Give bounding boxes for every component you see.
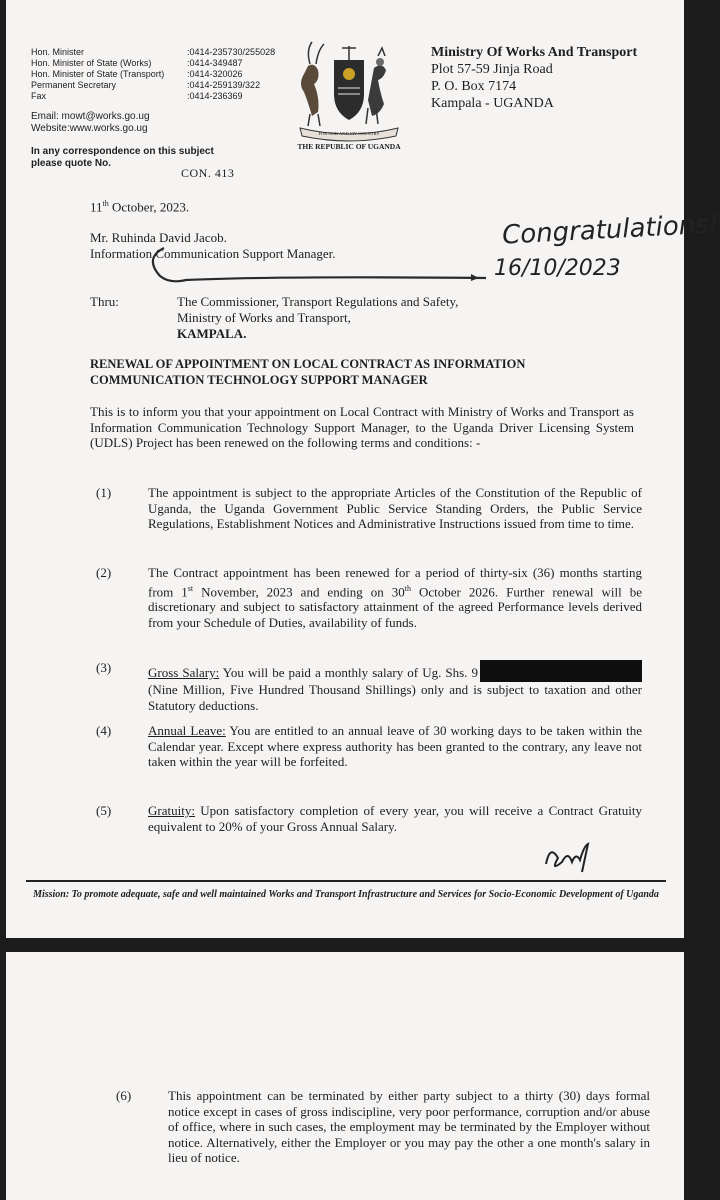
recipient-title: Information Communication Support Manager.	[90, 246, 336, 261]
pen-stroke-icon	[136, 240, 486, 290]
reference-number: CON. 413	[181, 166, 235, 180]
gratuity-heading: Gratuity:	[148, 803, 195, 818]
thru-block: Thru: The Commissioner, Transport Regulations and Safety, Ministry of Works and Transport, KAMPALA.	[90, 294, 459, 341]
clause-2: (2) The Contract appointment has been renewed for a period of thirty-six (36) months starting from 1st November, 2023 and ending on 30th October 2026. Further renewal will be discretionary and subject to satisfactory attainment of the agreed Performance levels derived from your Schedule of Duties, availability of funds.	[96, 565, 642, 630]
intro-paragraph: This is to inform you that your appointment on Local Contract with Ministry of Works and Transport as Information Communication Technology Support Manager, to the Uganda Driver Licensing System (UDLS) Project has been renewed on the following terms and conditions: -	[90, 404, 634, 450]
ministry-address: Ministry Of Works And Transport Plot 57-59 Jinja Road P. O. Box 7174 Kampala - UGANDA	[431, 45, 638, 111]
thru-label: Thru:	[90, 294, 119, 309]
redaction-block	[480, 660, 642, 682]
mission-statement: Mission: To promote adequate, safe and well maintained Works and Transport Infrastructure and Services for Socio-Economic Development of Uganda	[33, 889, 659, 900]
contact-row: Hon. Minister of State (Transport) :0414-320026	[31, 69, 243, 79]
letter-subject: RENEWAL OF APPOINTMENT ON LOCAL CONTRACT AS INFORMATION COMMUNICATION TECHNOLOGY SUPPORT MANAGER	[90, 357, 526, 387]
annual-leave-heading: Annual Leave:	[148, 723, 226, 738]
mission-divider	[26, 880, 666, 882]
clause-6: (6) This appointment can be terminated by either party subject to a thirty (30) days formal notice except in cases of gross indiscipline, very poor performance, corruption and/or abuse of office, where in such cases, the employment may be terminated by the Employer without notice. Alternatively, either the Employer or you may pay the other a one month's salary in lieu of notice.	[116, 1088, 650, 1165]
contact-list	[31, 47, 275, 102]
arms-motto: FOR GOD AND MY COUNTRY	[318, 131, 380, 136]
handwritten-date: 16/10/2023	[494, 256, 621, 281]
clause-5: (5) Gratuity: Upon satisfactory completion of every year, you will receive a Contract Gratuity equivalent to 20% of your Gross Annual Salary.	[96, 803, 642, 834]
letter-page-2	[6, 952, 684, 1200]
email-text: Email: mowt@works.go.ug	[31, 111, 150, 122]
website-text: Website:www.works.go.ug	[31, 123, 148, 134]
contact-row: Fax :0414-236369	[31, 91, 243, 101]
clause-3: (3) Gross Salary: You will be paid a monthly salary of Ug. Shs. 9 (Nine Million, Five Hundred Thousand Shillings) only and is subject to taxation and other Statutory deductions.	[96, 660, 642, 713]
quote-instruction: In any correspondence on this subject please quote No.	[31, 146, 214, 169]
clause-4: (4) Annual Leave: You are entitled to an annual leave of 30 working days to be taken within the Calendar year. Except where express authority has been granted to the contrary, any leave not taken within the year will be forfeited.	[96, 723, 642, 769]
ministry-name: Ministry Of Works And Transport	[431, 45, 638, 60]
initials-signature-icon	[542, 838, 598, 874]
letter-page-1	[6, 0, 720, 938]
clause-1: (1) The appointment is subject to the appropriate Articles of the Constitution of the Republic of Uganda, the Uganda Government Public Service Standing Orders, the Public Service Regulations, Establishment Notices and Administrative Instructions issued from time to time.	[96, 485, 642, 531]
contact-row: Hon. Minister :0414-235730/255028	[31, 47, 276, 57]
letter-date: 11th October, 2023.	[90, 199, 190, 215]
coat-of-arms-icon	[286, 38, 412, 148]
contact-row: Permanent Secretary :0414-259139/322	[31, 80, 261, 90]
republic-caption: THE REPUBLIC OF UGANDA	[297, 142, 401, 151]
gross-salary-heading: Gross Salary:	[148, 665, 220, 680]
email-website	[31, 111, 150, 135]
handwritten-note: Congratulations!	[501, 209, 720, 251]
contact-row: Hon. Minister of State (Works) :0414-349487	[31, 58, 243, 68]
recipient-name: Mr. Ruhinda David Jacob.	[90, 230, 227, 245]
